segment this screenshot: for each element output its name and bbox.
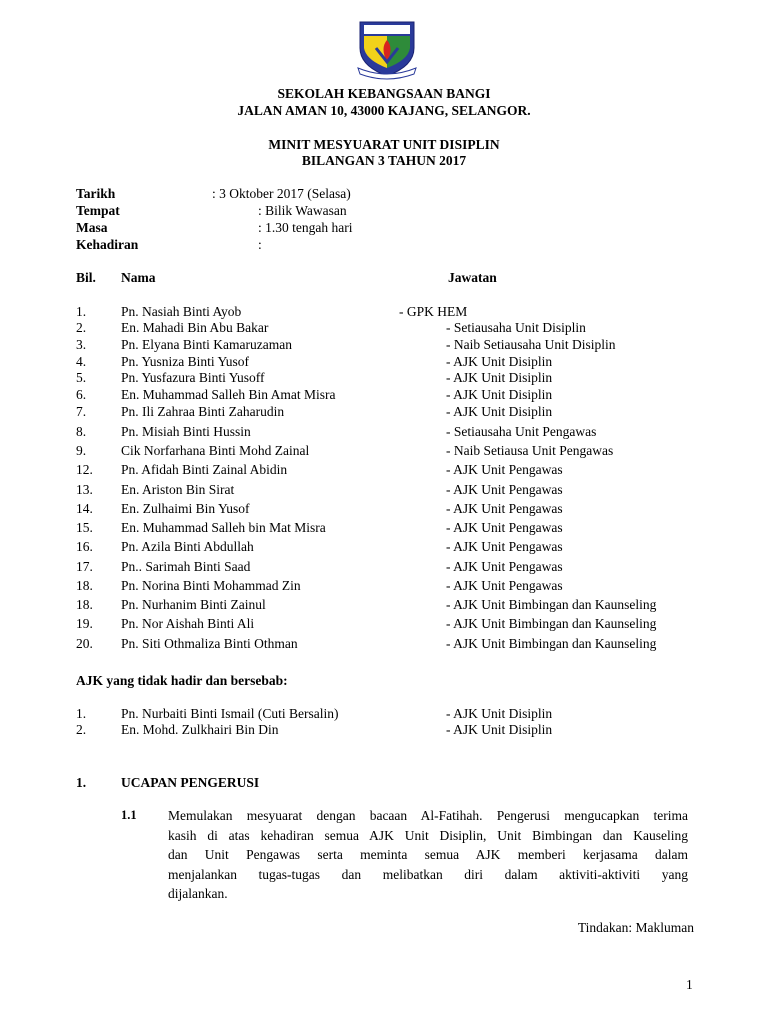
attendee-row [0, 559, 768, 577]
attendee-num: 5. [76, 370, 87, 385]
attendee-position: - AJK Unit Pengawas [446, 539, 563, 554]
attendee-position: - AJK Unit Disiplin [446, 404, 553, 419]
attendee-name: Pn. Azila Binti Abdullah [121, 539, 254, 554]
attendee-row [0, 462, 768, 480]
attendee-name: Pn.. Sarimah Binti Saad [121, 559, 251, 574]
attendee-row [0, 616, 768, 634]
attendee-position: - AJK Unit Pengawas [446, 462, 563, 477]
attendee-position: - AJK Unit Pengawas [446, 559, 563, 574]
attendee-position: - AJK Unit Disiplin [446, 370, 553, 385]
school-address: JALAN AMAN 10, 43000 KAJANG, SELANGOR. [237, 103, 531, 118]
col-header-name: Nama [121, 270, 156, 285]
item-number: 1.1 [121, 808, 137, 822]
attendee-num: 18. [76, 597, 93, 612]
attendee-position: - Setiausaha Unit Pengawas [446, 424, 597, 439]
info-value-attendance: : [258, 237, 262, 252]
info-label-place: Tempat [76, 203, 120, 218]
attendee-position: - AJK Unit Pengawas [446, 578, 563, 593]
attendee-num: 19. [76, 616, 93, 631]
attendee-num: 15. [76, 520, 93, 535]
attendee-row [0, 597, 768, 615]
attendee-name: Pn. Elyana Binti Kamaruzaman [121, 337, 292, 352]
action-note: Tindakan: Makluman [577, 920, 694, 935]
attendee-num: 12. [76, 462, 93, 477]
attendee-num: 18. [76, 578, 93, 593]
attendee-num: 3. [76, 337, 87, 352]
paragraph-line: menjalankan tugas-tugas dan melibatkan diri dalam aktiviti-aktiviti yang [168, 866, 688, 882]
attendee-name: En. Ariston Bin Sirat [121, 482, 235, 497]
attendee-num: 16. [76, 539, 93, 554]
attendee-name: Pn. Nasiah Binti Ayob [121, 304, 242, 319]
attendee-position: - AJK Unit Disiplin [446, 354, 553, 369]
paragraph-line: dan Unit Pengawas serta meminta semua AJK memberi kerjasama dalam [168, 847, 688, 862]
attendee-row [0, 424, 768, 442]
attendee-name: Pn. Nor Aishah Binti Ali [121, 616, 255, 631]
col-header-num: Bil. [76, 270, 96, 285]
absent-row [0, 722, 768, 740]
attendee-name: Pn. Yusniza Binti Yusof [121, 354, 250, 369]
absent-name: Pn. Nurbaiti Binti Ismail (Cuti Bersalin) [121, 706, 339, 721]
attendee-name: En. Muhammad Salleh Bin Amat Misra [121, 387, 336, 402]
absent-position: - AJK Unit Disiplin [446, 706, 553, 721]
col-header-position: Jawatan [448, 270, 497, 285]
absent-num: 1. [76, 706, 87, 721]
section-title: UCAPAN PENGERUSI [121, 775, 260, 790]
attendee-num: 4. [76, 354, 87, 369]
attendee-position: - Naib Setiausa Unit Pengawas [446, 443, 614, 458]
attendee-num: 2. [76, 320, 87, 335]
info-label-date: Tarikh [76, 186, 116, 201]
attendee-num: 13. [76, 482, 93, 497]
attendee-row [0, 320, 768, 338]
attendee-row [0, 370, 768, 388]
attendee-name: Pn. Yusfazura Binti Yusoff [121, 370, 265, 385]
paragraph-line: kasih di atas kehadiran semua AJK Unit Disiplin, Unit Bimbingan dan Kauseling [168, 827, 688, 843]
attendee-name: Pn. Norina Binti Mohammad Zin [121, 578, 301, 593]
attendee-name: Pn. Siti Othmaliza Binti Othman [121, 636, 298, 651]
attendee-num: 20. [76, 636, 93, 651]
attendee-name: En. Muhammad Salleh bin Mat Misra [121, 520, 326, 535]
minutes-number: BILANGAN 3 TAHUN 2017 [301, 153, 467, 168]
section-number: 1. [76, 775, 87, 790]
attendee-position: - AJK Unit Bimbingan dan Kaunseling [446, 597, 657, 612]
attendee-row [0, 404, 768, 422]
attendee-num: 7. [76, 404, 87, 419]
attendee-position: - AJK Unit Pengawas [446, 520, 563, 535]
absent-num: 2. [76, 722, 87, 737]
absent-position: - AJK Unit Disiplin [446, 722, 553, 737]
attendee-name: En. Zulhaimi Bin Yusof [121, 501, 250, 516]
attendee-row [0, 443, 768, 461]
attendee-num: 17. [76, 559, 93, 574]
attendee-num: 6. [76, 387, 87, 402]
minutes-title: MINIT MESYUARAT UNIT DISIPLIN [268, 137, 500, 152]
attendee-row [0, 501, 768, 519]
attendee-name: Pn. Nurhanim Binti Zainul [121, 597, 266, 612]
attendee-num: 14. [76, 501, 93, 516]
attendee-num: 1. [76, 304, 87, 319]
paragraph-line: dijalankan. [168, 886, 228, 901]
info-value-time: : 1.30 tengah hari [258, 220, 353, 235]
attendee-row [0, 482, 768, 500]
info-label-attendance: Kehadiran [76, 237, 139, 252]
absent-name: En. Mohd. Zulkhairi Bin Din [121, 722, 279, 737]
info-value-date: : 3 Oktober 2017 (Selasa) [212, 186, 351, 201]
attendee-name: En. Mahadi Bin Abu Bakar [121, 320, 269, 335]
attendee-name: Cik Norfarhana Binti Mohd Zainal [121, 443, 310, 458]
school-name: SEKOLAH KEBANGSAAN BANGI [277, 86, 491, 101]
attendee-row [0, 539, 768, 557]
info-value-place: : Bilik Wawasan [258, 203, 347, 218]
attendee-position: - AJK Unit Pengawas [446, 501, 563, 516]
attendee-position: - AJK Unit Disiplin [446, 387, 553, 402]
attendee-position: - AJK Unit Bimbingan dan Kaunseling [446, 616, 657, 631]
page-number: 1 [686, 977, 693, 992]
attendee-name: Pn. Afidah Binti Zainal Abidin [121, 462, 288, 477]
attendee-position: - GPK HEM [399, 304, 468, 319]
attendee-row [0, 636, 768, 654]
attendee-name: Pn. Misiah Binti Hussin [121, 424, 251, 439]
item-paragraph [168, 806, 688, 904]
attendee-num: 9. [76, 443, 87, 458]
attendee-position: - Setiausaha Unit Disiplin [446, 320, 586, 335]
attendee-row [0, 578, 768, 596]
attendee-row [0, 520, 768, 538]
attendee-name: Pn. Ili Zahraa Binti Zaharudin [121, 404, 285, 419]
attendee-position: - AJK Unit Pengawas [446, 482, 563, 497]
school-logo [354, 18, 420, 80]
attendee-row [0, 337, 768, 355]
attendee-position: - Naib Setiausaha Unit Disiplin [446, 337, 616, 352]
attendee-row [0, 387, 768, 405]
absent-heading: AJK yang tidak hadir dan bersebab: [76, 673, 288, 688]
attendee-position: - AJK Unit Bimbingan dan Kaunseling [446, 636, 657, 651]
paragraph-line: Memulakan mesyuarat dengan bacaan Al-Fatihah. Pengerusi mengucapkan terima [168, 808, 688, 823]
info-label-time: Masa [76, 220, 108, 235]
attendee-num: 8. [76, 424, 87, 439]
